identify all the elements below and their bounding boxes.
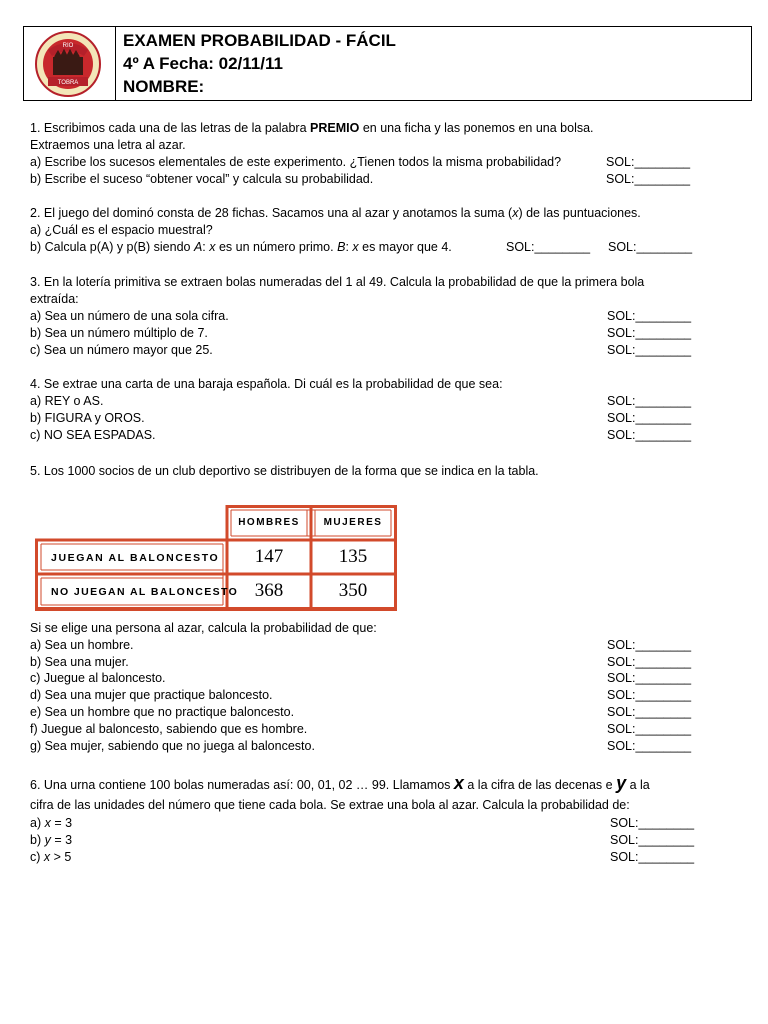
q1-a: a) Escribe los sucesos elementales de este experimento. ¿Tienen todos la misma probabilidad? [30, 155, 562, 169]
q4-a-sol: SOL:________ [607, 394, 692, 408]
q2-var-x: x [512, 206, 519, 220]
q4-a: a) REY o AS. [30, 394, 104, 408]
q6-b [30, 832, 72, 849]
q6-a [30, 815, 72, 832]
logo-text-bottom: TOBRA [57, 80, 79, 86]
row-label-no-juegan: NO JUEGAN AL BALONCESTO [51, 586, 239, 598]
q5-a: a) Sea un hombre. [30, 638, 134, 652]
q1-b: b) Escribe el suceso “obtener vocal” y calcula su probabilidad. [30, 172, 374, 186]
q1-intro-end: en una ficha y las ponemos en una bolsa. [359, 121, 594, 135]
q2-intro-end: ) de las puntuaciones. [518, 206, 641, 220]
q2-b-text3: es un número primo. [215, 240, 338, 254]
q2-event-b: B [337, 240, 346, 254]
row-label-juegan: JUEGAN AL BALONCESTO [51, 552, 220, 564]
q6-c-rest: > 5 [50, 850, 72, 864]
q5-f: f) Juegue al baloncesto, sabiendo que es hombre. [30, 722, 308, 736]
q2-event-a: A [193, 240, 203, 254]
q5-d-sol: SOL:________ [607, 688, 692, 702]
q6-text2: a la cifra de las decenas e [463, 778, 617, 792]
exam-title: EXAMEN PROBABILIDAD - FÁCIL [123, 31, 396, 50]
q6-big-x: x [453, 773, 464, 793]
q6-c-var: x [43, 850, 51, 864]
q5-g: g) Sea mujer, sabiendo que no juega al baloncesto. [30, 739, 315, 753]
q6-a-sol: SOL:________ [610, 816, 695, 830]
q6-big-y: y [616, 773, 627, 793]
cell-nojuegan-hombres: 368 [254, 580, 284, 601]
q6-b-rest: = 3 [50, 833, 73, 847]
q6-c [30, 849, 71, 866]
q6-c-sol: SOL:________ [610, 850, 695, 864]
cell-juegan-hombres: 147 [254, 546, 284, 567]
q2-b-text1: b) Calcula p(A) y p(B) siendo [30, 240, 194, 254]
q6-c-label: c) [30, 850, 44, 864]
q2-b [30, 239, 452, 256]
q4-line1: 4. Se extrae una carta de una baraja española. Di cuál es la probabilidad de que sea: [30, 377, 503, 391]
logo-text-top: RIO [62, 43, 74, 49]
q5-c: c) Juegue al baloncesto. [30, 671, 166, 685]
exam-header [23, 26, 752, 101]
q6-line1 [30, 773, 650, 794]
q6-a-label: a) [30, 816, 45, 830]
q4-b-sol: SOL:________ [607, 411, 692, 425]
q3-b-sol: SOL:________ [607, 326, 692, 340]
q5-e: e) Sea un hombre que no practique baloncesto. [30, 705, 295, 719]
q4-b: b) FIGURA y OROS. [30, 411, 145, 425]
course-date: 4º A Fecha: 02/11/11 [123, 54, 283, 73]
q2-b-sol2: SOL:________ [608, 240, 693, 254]
col-header-mujeres: MUJERES [323, 517, 383, 528]
q6-text1: 6. Una urna contiene 100 bolas numeradas así: 00, 01, 02 … 99. Llamamos [30, 778, 454, 792]
q3-a: a) Sea un número de una sola cifra. [30, 309, 229, 323]
q5-c-sol: SOL:________ [607, 671, 692, 685]
q6-line2: cifra de las unidades del número que tiene cada bola. Se extrae una bola al azar. Calcula la probabilidad de: [30, 798, 630, 812]
q5-b: b) Sea una mujer. [30, 655, 129, 669]
q6-a-var: x [44, 816, 51, 830]
q2-b-text4: : [345, 240, 353, 254]
cell-nojuegan-mujeres: 350 [338, 580, 368, 601]
q3-b: b) Sea un número múltiplo de 7. [30, 326, 208, 340]
q6-text3: a la [626, 778, 650, 792]
q1-line2: Extraemos una letra al azar. [30, 138, 186, 152]
q5-f-sol: SOL:________ [607, 722, 692, 736]
q5-a-sol: SOL:________ [607, 638, 692, 652]
q3-c-sol: SOL:________ [607, 343, 692, 357]
q3-a-sol: SOL:________ [607, 309, 692, 323]
q1-line1 [30, 120, 594, 137]
q6-b-sol: SOL:________ [610, 833, 695, 847]
q5-g-sol: SOL:________ [607, 739, 692, 753]
q3-line2: extraída: [30, 292, 79, 306]
school-logo-cell [24, 27, 116, 100]
q5-b-sol: SOL:________ [607, 655, 692, 669]
q6-b-var: y [44, 833, 51, 847]
col-header-hombres: HOMBRES [238, 517, 300, 528]
q5-e-sol: SOL:________ [607, 705, 692, 719]
q2-b-x2: x [352, 240, 359, 254]
name-field-label: NOMBRE: [123, 77, 205, 96]
q4-c-sol: SOL:________ [607, 428, 692, 442]
q1-a-sol: SOL:________ [606, 155, 691, 169]
q3-line1: 3. En la lotería primitiva se extraen bolas numeradas del 1 al 49. Calcula la probabilidad de que la primera bola [30, 275, 645, 289]
cell-juegan-mujeres: 135 [338, 546, 368, 567]
q2-b-x1: x [209, 240, 216, 254]
q6-a-rest: = 3 [50, 816, 73, 830]
q5-d: d) Sea una mujer que practique baloncesto. [30, 688, 273, 702]
q2-b-text5: es mayor que 4. [358, 240, 452, 254]
q2-b-sol1: SOL:________ [506, 240, 591, 254]
q4-c: c) NO SEA ESPADAS. [30, 428, 156, 442]
q2-line1 [30, 205, 641, 222]
q1-intro: 1. Escribimos cada una de las letras de la palabra [30, 121, 311, 135]
q2-intro: 2. El juego del dominó consta de 28 fichas. Sacamos una al azar y anotamos la suma ( [30, 206, 513, 220]
q2-b-text2: : [202, 240, 210, 254]
q5-line1: 5. Los 1000 socios de un club deportivo se distribuyen de la forma que se indica en la tabla. [30, 464, 539, 478]
q2-a: a) ¿Cuál es el espacio muestral? [30, 223, 213, 237]
q6-b-label: b) [30, 833, 45, 847]
school-logo-icon [34, 30, 102, 98]
q3-c: c) Sea un número mayor que 25. [30, 343, 213, 357]
q5-line2: Si se elige una persona al azar, calcula la probabilidad de que: [30, 621, 377, 635]
q1-word: PREMIO [310, 121, 360, 135]
q1-b-sol: SOL:________ [606, 172, 691, 186]
